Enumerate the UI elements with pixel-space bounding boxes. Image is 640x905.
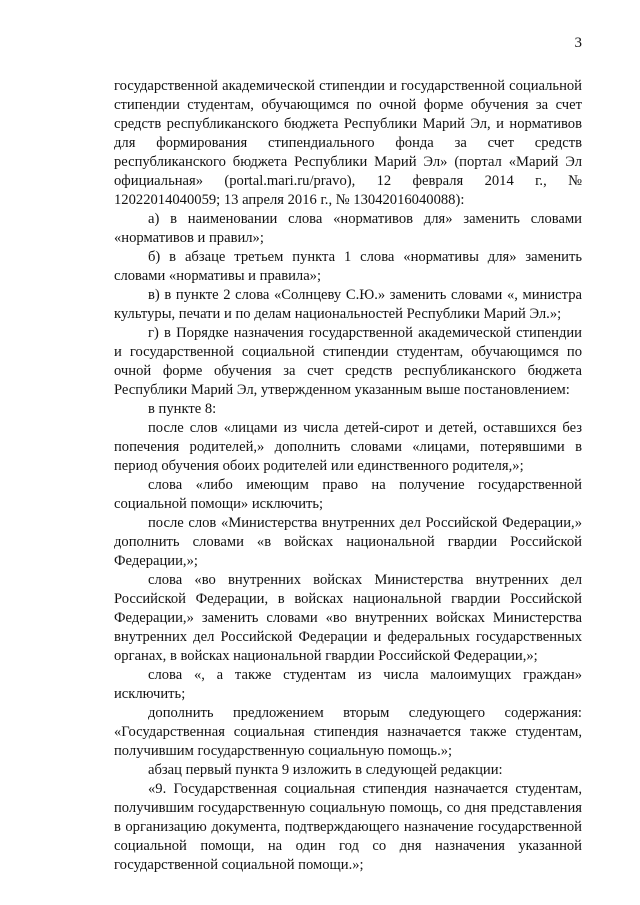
paragraph: в пункте 8:	[148, 401, 217, 417]
document-body	[114, 77, 582, 875]
paragraph: после слов «лицами из числа детей-сирот и детей, оставшихся без попечения родителей,» дополнить словами «лицами, потерявшими в период обучения обоих родителей или единственного родителя,»;	[114, 420, 582, 474]
paragraph: а) в наименовании слова «нормативов для» заменить словами «нормативов и правил»;	[114, 211, 582, 246]
paragraph: слова «, а также студентам из числа малоимущих граждан» исключить;	[114, 667, 582, 702]
paragraph: в) в пункте 2 слова «Солнцеву С.Ю.» заменить словами «, министра культуры, печати и по делам национальностей Республики Марий Эл.»;	[114, 287, 582, 322]
paragraph: абзац первый пункта 9 изложить в следующей редакции:	[148, 762, 503, 778]
paragraph: б) в абзаце третьем пункта 1 слова «нормативы для» заменить словами «нормативы и правила»;	[114, 249, 582, 284]
page-number: 3	[574, 35, 582, 51]
paragraph: слова «либо имеющим право на получение государственной социальной помощи» исключить;	[114, 477, 582, 512]
paragraph: государственной академической стипендии и государственной социальной стипендии студентам, обучающимся по очной форме обучения за счет средств республиканского бюджета Республики Марий Эл, и нормативов для формирования стипендиального фонда за счет средств республиканского бюджета Республики Марий Эл» (портал «Марий Эл официальная» (portal.mari.ru/pravo), 12 февраля 2014 г., № 12022014040059; 13 апреля 2016 г., № 13042016040088):	[114, 78, 582, 208]
paragraph: дополнить предложением вторым следующего содержания: «Государственная социальная стипендия назначается также студентам, получившим государственную социальную помощь.»;	[114, 705, 582, 759]
paragraph: г) в Порядке назначения государственной академической стипендии и государственной социальной стипендии студентам, обучающимся по очной форме обучения за счет средств республиканского бюджета Республики Марий Эл, утвержденном указанным выше постановлением:	[114, 325, 582, 398]
paragraph: после слов «Министерства внутренних дел Российской Федерации,» дополнить словами «в войсках национальной гвардии Российской Федерации,»;	[114, 515, 582, 569]
paragraph: слова «во внутренних войсках Министерства внутренних дел Российской Федерации, в войсках национальной гвардии Российской Федерации,» заменить словами «во внутренних войсках Министерства внутренних дел Российской Федерации и федеральных государственных органах, в войсках национальной гвардии Российской Федерации,»;	[114, 572, 582, 664]
paragraph: «9. Государственная социальная стипендия назначается студентам, получившим государственную социальную помощь, со дня представления в организацию документа, подтверждающего назначение государственной социальной помощи, на один год со дня назначения указанной государственной социальной помощи.»;	[114, 781, 582, 873]
